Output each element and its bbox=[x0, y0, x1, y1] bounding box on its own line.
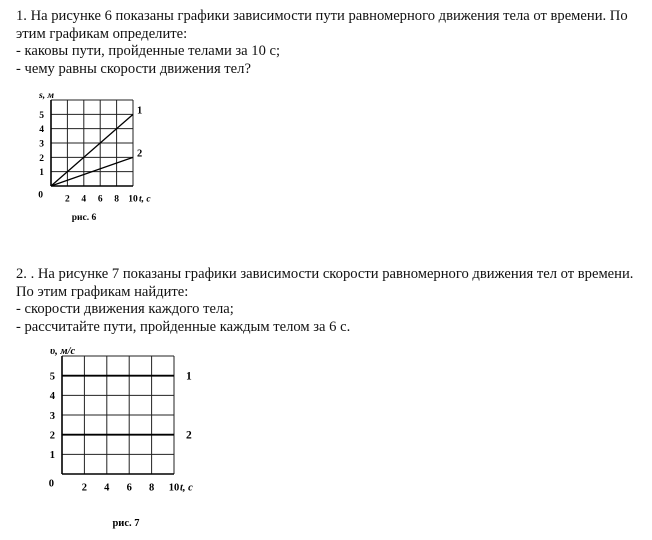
fig7-y-tick: 4 bbox=[49, 391, 55, 403]
fig6-y-tick: 3 bbox=[39, 139, 44, 150]
fig6-y-tick: 2 bbox=[39, 153, 44, 164]
fig6-series-2-label: 2 bbox=[137, 148, 143, 160]
task-2-text bbox=[16, 266, 633, 336]
fig7-y-tick: 1 bbox=[49, 450, 55, 462]
fig6-y-axis-label: s, м bbox=[39, 91, 54, 101]
fig6-series-1-line bbox=[51, 114, 133, 186]
fig7-y-axis-label: υ, м/с bbox=[50, 346, 76, 357]
fig7-y-tick: 2 bbox=[49, 430, 55, 442]
task-2-line-4: - рассчитайте пути, пройденные каждым телом за 6 с. bbox=[16, 318, 351, 335]
fig6-origin-label: 0 bbox=[38, 190, 43, 201]
fig6-x-tick: 2 bbox=[65, 194, 70, 205]
task-1-line-4: - чему равны скорости движения тел? bbox=[16, 60, 251, 77]
fig7-x-axis-label: t, с bbox=[180, 482, 193, 494]
fig6-y-tick: 4 bbox=[39, 125, 44, 136]
fig6-x-axis-label: t, с bbox=[139, 194, 151, 205]
fig7-x-tick: 8 bbox=[148, 482, 155, 494]
fig7-y-tick: 5 bbox=[49, 371, 55, 383]
fig7-series-1-label: 1 bbox=[186, 370, 192, 383]
task-2-line-3: - скорости движения каждого тела; bbox=[16, 301, 234, 317]
fig7-y-tick: 3 bbox=[49, 410, 55, 422]
task-2-line-2: По этим графикам найдите: bbox=[16, 283, 189, 300]
fig6-x-tick: 4 bbox=[81, 194, 87, 205]
fig7-origin-label: 0 bbox=[48, 478, 54, 490]
task-1-line-2: этим графикам определите: bbox=[16, 25, 188, 42]
fig6-x-tick: 8 bbox=[114, 194, 119, 205]
fig7-x-tick: 10 bbox=[168, 482, 180, 494]
task-2-line-1: 2. . На рисунке 7 показаны графики зависимости скорости равномерного движения тел от времени. bbox=[16, 266, 634, 282]
figure-6-distance-graph bbox=[20, 84, 190, 234]
figure-7-velocity-graph bbox=[16, 340, 226, 535]
fig6-series-1-label: 1 bbox=[137, 105, 143, 117]
fig6-x-tick: 10 bbox=[128, 194, 138, 205]
fig7-caption: рис. 7 bbox=[112, 518, 140, 529]
fig7-x-tick: 2 bbox=[81, 482, 88, 494]
fig7-x-tick: 4 bbox=[104, 482, 110, 494]
fig7-series-2-label: 2 bbox=[186, 429, 192, 442]
fig6-y-tick: 1 bbox=[39, 168, 44, 179]
fig7-x-tick: 6 bbox=[126, 482, 132, 494]
task-1-text bbox=[16, 8, 628, 78]
task-1-line-1: 1. На рисунке 6 показаны графики зависимости пути равномерного движения тела от времени. По bbox=[16, 8, 628, 24]
task-1-line-3: - каковы пути, пройденные телами за 10 с; bbox=[16, 43, 281, 59]
fig6-x-tick: 6 bbox=[97, 194, 103, 205]
fig6-y-tick: 5 bbox=[39, 110, 44, 121]
fig6-caption: рис. 6 bbox=[71, 213, 97, 223]
